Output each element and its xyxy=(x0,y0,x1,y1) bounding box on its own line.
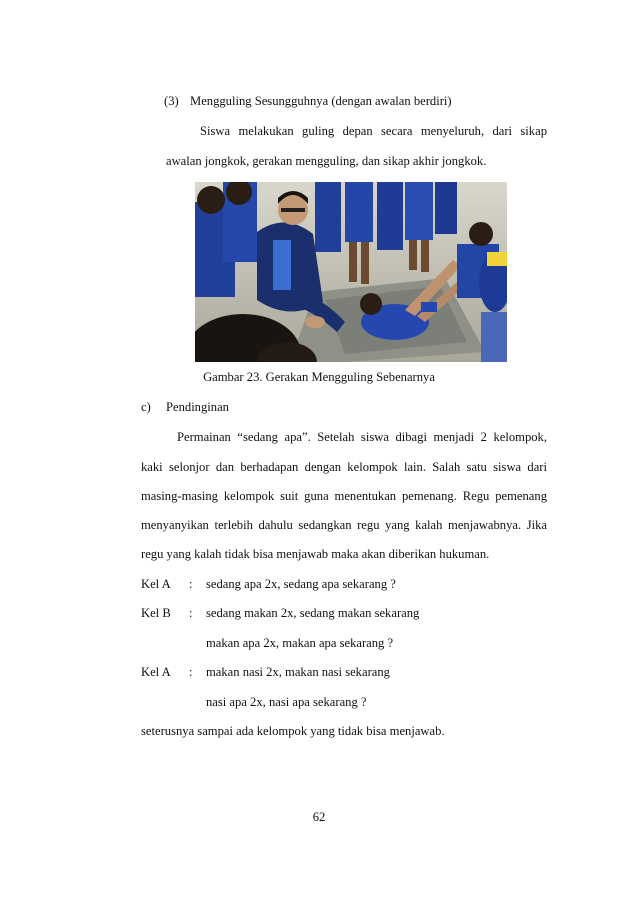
photo-illustration xyxy=(195,182,507,362)
sectionC-line1: Permainan “sedang apa”. Setelah siswa dibagi menjadi 2 kelompok, xyxy=(177,430,547,444)
sectionC-line3: masing-masing kelompok suit guna menentukan pemenang. Regu pemenang xyxy=(141,489,547,503)
section3-paragraph-line2: awalan jongkok, gerakan mengguling, dan sikap akhir jongkok. xyxy=(166,154,487,168)
dialogue-text: makan apa 2x, makan apa sekarang ? xyxy=(206,636,394,650)
figure-caption: Gambar 23. Gerakan Mengguling Sebenarnya xyxy=(203,370,435,384)
section3-paragraph-line1: Siswa melakukan guling depan secara menyeluruh, dari sikap xyxy=(200,124,547,138)
section3-number: (3) xyxy=(164,94,179,108)
dialogue-colon: : xyxy=(189,665,193,679)
sectionC-line4: menyanyikan terlebih dahulu sedangkan regu yang kalah menjawabnya. Jika xyxy=(141,518,547,532)
sectionC-line5: regu yang kalah tidak bisa menjawab maka akan diberikan hukuman. xyxy=(141,547,490,561)
forward-roll-photo xyxy=(195,182,507,362)
dialogue-text: nasi apa 2x, nasi apa sekarang ? xyxy=(206,695,367,709)
sectionC-label: c) xyxy=(141,400,151,414)
dialogue-colon: : xyxy=(189,606,193,620)
dialogue-colon: : xyxy=(189,577,193,591)
sectionC-title: Pendinginan xyxy=(166,400,229,414)
closing-line: seterusnya sampai ada kelompok yang tidak bisa menjawab. xyxy=(141,724,445,738)
section3-title: Mengguling Sesungguhnya (dengan awalan berdiri) xyxy=(190,94,452,108)
dialogue-text: sedang makan 2x, sedang makan sekarang xyxy=(206,606,420,620)
page-number: 62 xyxy=(312,810,326,824)
dialogue-group: Kel A xyxy=(141,577,171,591)
dialogue-text: makan nasi 2x, makan nasi sekarang xyxy=(206,665,390,679)
dialogue-group: Kel B xyxy=(141,606,171,620)
sectionC-line2: kaki selonjor dan berhadapan dengan kelompok lain. Salah satu siswa dari xyxy=(141,460,547,474)
dialogue-group: Kel A xyxy=(141,665,171,679)
dialogue-text: sedang apa 2x, sedang apa sekarang ? xyxy=(206,577,396,591)
